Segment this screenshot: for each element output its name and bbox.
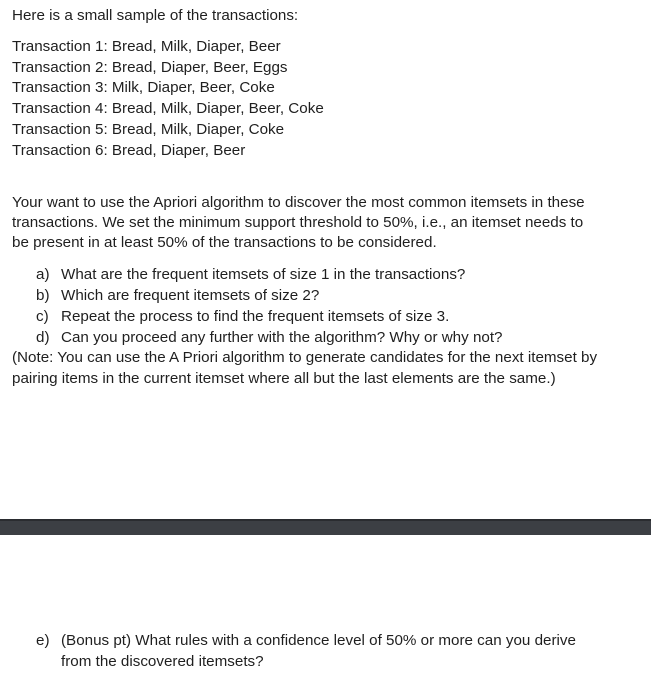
question-c-marker: c): [36, 308, 49, 325]
question-b-text: Which are frequent itemsets of size 2?: [61, 287, 320, 304]
page-divider: [0, 519, 651, 535]
intro-text: Here is a small sample of the transactions:: [12, 7, 299, 24]
question-e-line-1: (Bonus pt) What rules with a confidence level of 50% or more can you derive: [61, 632, 576, 649]
paragraph-line-3: be present in at least 50% of the transactions to be considered.: [12, 234, 437, 251]
paragraph-line-2: transactions. We set the minimum support threshold to 50%, i.e., an itemset needs to: [12, 214, 584, 231]
note-line-2: pairing items in the current itemset where all but the last elements are the same.): [12, 370, 556, 387]
transaction-line-4: Transaction 4: Bread, Milk, Diaper, Beer, Coke: [12, 100, 324, 117]
question-e-marker: e): [36, 632, 50, 649]
question-d-text: Can you proceed any further with the algorithm? Why or why not?: [61, 329, 503, 346]
question-b-marker: b): [36, 287, 50, 304]
note-line-1: (Note: You can use the A Priori algorithm to generate candidates for the next itemset by: [12, 349, 598, 366]
transaction-line-3: Transaction 3: Milk, Diaper, Beer, Coke: [12, 79, 275, 96]
question-d-marker: d): [36, 329, 50, 346]
question-a-marker: a): [36, 266, 50, 283]
page-bottom-section: [0, 535, 651, 674]
transaction-line-1: Transaction 1: Bread, Milk, Diaper, Beer: [12, 38, 281, 55]
transaction-line-6: Transaction 6: Bread, Diaper, Beer: [12, 142, 246, 159]
question-a-text: What are the frequent itemsets of size 1 in the transactions?: [61, 266, 466, 283]
transaction-line-5: Transaction 5: Bread, Milk, Diaper, Coke: [12, 121, 285, 138]
question-e-line-2: from the discovered itemsets?: [61, 653, 264, 670]
question-c-text: Repeat the process to find the frequent itemsets of size 3.: [61, 308, 450, 325]
transaction-line-2: Transaction 2: Bread, Diaper, Beer, Eggs: [12, 59, 288, 76]
paragraph-line-1: Your want to use the Apriori algorithm to discover the most common itemsets in these: [12, 194, 585, 211]
